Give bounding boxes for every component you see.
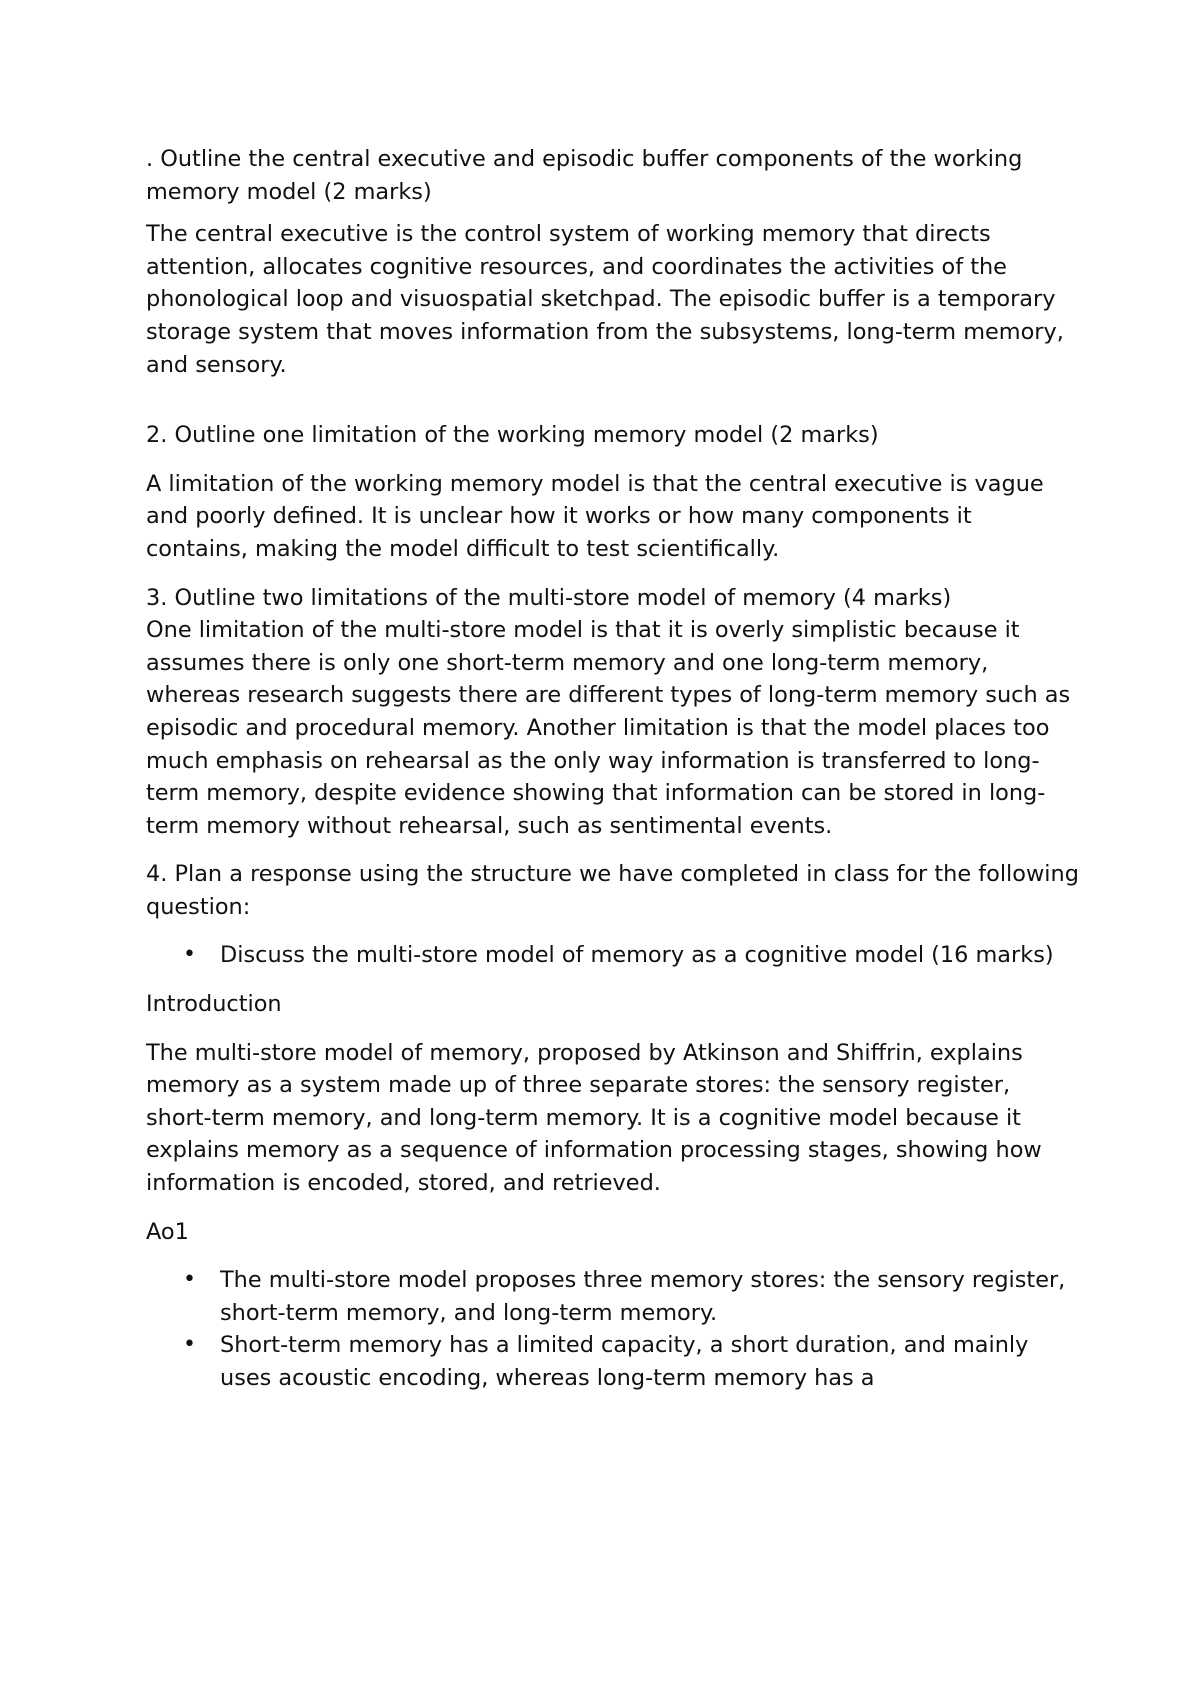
bullet-icon: •	[183, 1267, 196, 1293]
q3-heading: 3. Outline two limitations of the multi-store model of memory (4 marks)	[146, 584, 952, 611]
q4-heading: 4. Plan a response using the structure we have completed in class for the following question:	[146, 861, 1079, 920]
ao1-bullet-list	[146, 1264, 1080, 1394]
q2-heading: 2. Outline one limitation of the working memory model (2 marks)	[146, 422, 879, 449]
q1-heading: . Outline the central executive and episodic buffer components of the working memory model (2 marks)	[146, 146, 1023, 205]
list-item	[146, 1264, 1080, 1329]
q4-bullet-list	[146, 939, 1080, 972]
list-item-text: The multi-store model proposes three memory stores: the sensory register, short-term memory, and long-term memory.	[220, 1267, 1066, 1326]
list-item-text: Discuss the multi-store model of memory as a cognitive model (16 marks)	[220, 942, 1054, 969]
ao1-heading: Ao1	[146, 1218, 189, 1245]
q1-answer: The central executive is the control system of working memory that directs attention, allocates cognitive resources, and coordinates the activities of the phonological loop and visuospatial sketchpad. The episodic buffer is a temporary storage system that moves information from the subsystems, long-term memory, and sensory.	[146, 221, 1064, 378]
intro-heading: Introduction	[146, 991, 282, 1018]
bullet-icon: •	[183, 1332, 196, 1358]
intro-text: The multi-store model of memory, proposed by Atkinson and Shiffrin, explains memory as a system made up of three separate stores: the sensory register, short-term memory, and long-term memory. It is a cognitive model because it explains memory as a sequence of information processing stages, showing how information is encoded, stored, and retrieved.	[146, 1039, 1042, 1197]
list-item	[146, 939, 1080, 972]
list-item	[146, 1329, 1080, 1394]
q3-answer: One limitation of the multi-store model is that it is overly simplistic because it assumes there is only one short-term memory and one long-term memory, whereas research suggests there are different types of long-term memory such as episodic and procedural memory. Another limitation is that the model places too much emphasis on rehearsal as the only way information is transferred to long-term memory, despite evidence showing that information can be stored in long-term memory without rehearsal, such as sentimental events.	[146, 617, 1071, 839]
q2-answer: A limitation of the working memory model is that the central executive is vague and poorly defined. It is unclear how it works or how many components it contains, making the model difficult to test scientifically.	[146, 470, 1044, 562]
bullet-icon: •	[183, 942, 196, 968]
list-item-text: Short-term memory has a limited capacity, a short duration, and mainly uses acoustic encoding, whereas long-term memory has a	[220, 1332, 1029, 1391]
